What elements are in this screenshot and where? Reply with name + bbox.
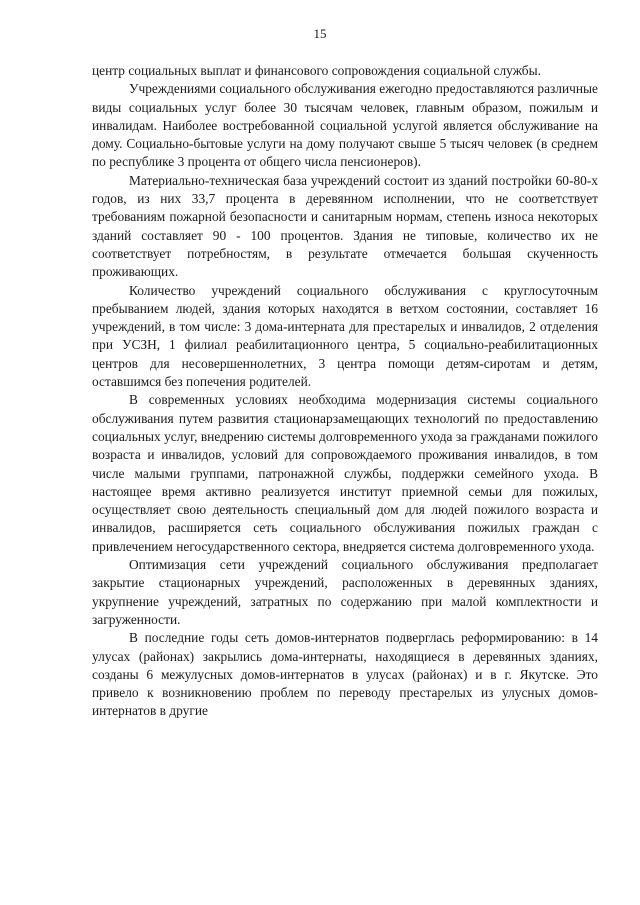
paragraph-material-base: Материально-техническая база учреждений состоит из зданий постройки 60-80-х годов, из них 33,7 процента в деревянном исполнении, что не соответствует требованиям пожарной безопасности и санитарным нормам, степень износа некоторых зданий составляет 90 - 100 процентов. Здания не типовые, количество их не соответствует потребностям, в результате отмечается большая скученность проживающих. — [92, 172, 598, 280]
body-text — [92, 62, 598, 721]
page-number: 15 — [313, 26, 327, 41]
paragraph-optimization: Оптимизация сети учреждений социального обслуживания предполагает закрытие стационарных учреждений, расположенных в деревянных зданиях, укрупнение учреждений, затратных по содержанию при малой комплектности и загруженности. — [92, 557, 598, 627]
paragraph-services: Учреждениями социального обслуживания ежегодно предоставляются различные виды социальных услуг более 30 тысячам человек, главным образом, пожилым и инвалидам. Наиболее востребованной социальной услугой является обслуживание на дому. Социально-бытовые услуги на дому получают свыше 5 тысяч человек (в среднем по республике 3 процента от общего числа пенсионеров). — [92, 81, 598, 170]
paragraph-modernization: В современных условиях необходима модернизация системы социального обслуживания путем развития стационарзамещающих технологий по предоставлению социальных услуг, внедрению системы долговременного ухода за гражданами пожилого возраста и инвалидов, условий для сопровождаемого проживания инвалидов, в том числе малыми группами, патронажной службы, поддержки семейного ухода. В настоящее время активно реализуется институт приемной семьи для пожилых, осуществляет свою деятельность специальный дом для людей пожилого возраста и инвалидов, расширяется сеть социального обслуживания пожилых граждан с привлечением негосударственного сектора, внедряется система долговременного ухода. — [92, 392, 598, 554]
paragraph-reform: В последние годы сеть домов-интернатов подверглась реформированию: в 14 улусах (районах) закрылись дома-интернаты, находящиеся в деревянных зданиях, созданы 6 межулусных домов-интернатов в улусах (районах) и в г. Якутске. Это привело к возникновению проблем по переводу престарелых из улусных домов-интернатов в другие — [92, 630, 598, 719]
paragraph-continued: центр социальных выплат и финансового сопровождения социальной службы. — [92, 63, 541, 78]
paragraph-dilapidated-buildings: Количество учреждений социального обслуживания с круглосуточным пребыванием людей, здания которых находятся в ветхом состоянии, составляет 16 учреждений, в том числе: 3 дома-интерната для престарелых и инвалидов, 2 отделения при УСЗН, 1 филиал реабилитационного центра, 5 социально-реабилитационных центров для несовершеннолетних, 3 центра помощи детям-сиротам и детям, оставшимся без попечения родителей. — [92, 282, 598, 390]
